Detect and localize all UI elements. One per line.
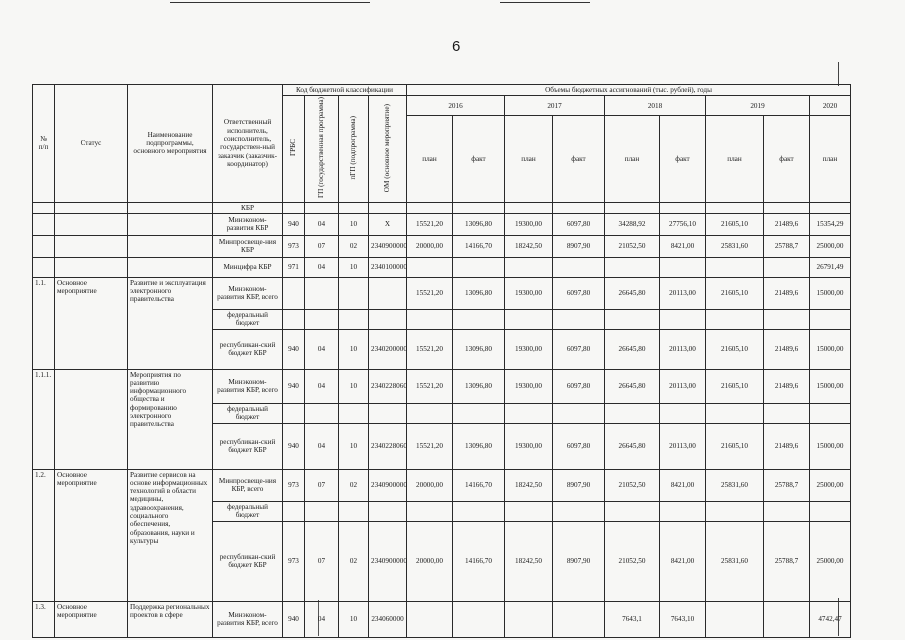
cell-pgp: 10	[339, 423, 369, 469]
cell-no	[33, 257, 55, 277]
year-2020: 2020	[810, 96, 851, 116]
cell-value: 13096,80	[453, 277, 505, 309]
cell-value: 20000,00	[407, 235, 453, 257]
cell-status	[55, 213, 128, 235]
cell-value	[764, 257, 810, 277]
cell-pgp: 02	[339, 469, 369, 501]
cell-executor: Минцифра КБР	[213, 257, 283, 277]
cell-gp	[305, 403, 339, 423]
cell-value: 13096,80	[453, 213, 505, 235]
header-status: Статус	[55, 85, 128, 203]
cell-value	[605, 202, 660, 213]
cell-value: 15354,29	[810, 213, 851, 235]
cell-value	[764, 601, 810, 637]
cell-executor: федеральный бюджет	[213, 403, 283, 423]
cell-value	[764, 202, 810, 213]
cell-value: 25000,00	[810, 521, 851, 601]
header-budget-code: Код бюджетной классификации	[283, 85, 407, 96]
cell-executor: федеральный бюджет	[213, 501, 283, 521]
cell-grbs: 940	[283, 329, 305, 369]
cell-executor: Минэконом-развития КБР, всего	[213, 369, 283, 403]
year-2016: 2016	[407, 96, 505, 116]
cell-value	[553, 309, 605, 329]
cell-value: 6097,80	[553, 369, 605, 403]
scan-mark	[838, 62, 839, 86]
year-2019: 2019	[706, 96, 810, 116]
cell-value: 19300,00	[505, 423, 553, 469]
cell-value: 15000,00	[810, 369, 851, 403]
cell-value: 21489,6	[764, 423, 810, 469]
cell-om: 2340228060	[369, 423, 407, 469]
header-fact: факт	[553, 116, 605, 202]
cell-value: 15521,20	[407, 213, 453, 235]
cell-value: 13096,80	[453, 329, 505, 369]
cell-value: 18242,50	[505, 469, 553, 501]
cell-no: 1.3.	[33, 601, 55, 637]
page-number: 6	[452, 38, 461, 55]
cell-grbs: 973	[283, 469, 305, 501]
cell-value: 25831,60	[706, 521, 764, 601]
cell-value: 21052,50	[605, 469, 660, 501]
cell-value	[810, 403, 851, 423]
cell-executor: федеральный бюджет	[213, 309, 283, 329]
cell-value: 15521,20	[407, 277, 453, 309]
cell-executor: республикан-ский бюджет КБР	[213, 521, 283, 601]
cell-value: 25831,60	[706, 469, 764, 501]
cell-name	[128, 257, 213, 277]
cell-value: 26645,80	[605, 423, 660, 469]
cell-executor: Минэконом-развития КБР	[213, 213, 283, 235]
cell-name	[128, 202, 213, 213]
cell-value: 26645,80	[605, 329, 660, 369]
header-plan: план	[407, 116, 453, 202]
cell-value: 25000,00	[810, 235, 851, 257]
cell-status: Основное мероприятие	[55, 601, 128, 637]
cell-grbs	[283, 309, 305, 329]
cell-no: 1.1.	[33, 277, 55, 369]
cell-om	[369, 403, 407, 423]
cell-value	[505, 601, 553, 637]
cell-value	[407, 601, 453, 637]
cell-value	[553, 403, 605, 423]
cell-value: 20113,00	[660, 329, 706, 369]
cell-grbs: 973	[283, 521, 305, 601]
cell-gp: 04	[305, 423, 339, 469]
cell-value: 21605,10	[706, 329, 764, 369]
cell-no	[33, 213, 55, 235]
cell-value	[453, 601, 505, 637]
cell-value: 14166,70	[453, 235, 505, 257]
cell-value: 27756,10	[660, 213, 706, 235]
header-plan: план	[605, 116, 660, 202]
cell-value	[505, 403, 553, 423]
cell-value	[660, 403, 706, 423]
cell-name: Развитие и эксплуатация электронного правительства	[128, 277, 213, 369]
cell-pgp: 02	[339, 235, 369, 257]
cell-gp	[305, 501, 339, 521]
cell-value: 21605,10	[706, 369, 764, 403]
cell-executor: республикан-ский бюджет КБР	[213, 423, 283, 469]
cell-no	[33, 235, 55, 257]
header-fact: факт	[660, 116, 706, 202]
cell-pgp: 10	[339, 601, 369, 637]
cell-value: 20113,00	[660, 277, 706, 309]
cell-value	[605, 501, 660, 521]
cell-pgp	[339, 309, 369, 329]
cell-status: Основное мероприятие	[55, 469, 128, 601]
header-plan: план	[505, 116, 553, 202]
cell-value: 8421,00	[660, 235, 706, 257]
cell-value	[453, 257, 505, 277]
cell-value: 13096,80	[453, 423, 505, 469]
cell-executor: Минпросвеще-ния КБР	[213, 235, 283, 257]
cell-value: 21489,6	[764, 329, 810, 369]
cell-grbs	[283, 202, 305, 213]
cell-status	[55, 202, 128, 213]
cell-om: 2340900000	[369, 469, 407, 501]
cell-no: 1.1.1.	[33, 369, 55, 469]
cell-om: 234060000	[369, 601, 407, 637]
cell-value	[407, 202, 453, 213]
cell-value: 6097,80	[553, 329, 605, 369]
cell-value: 18242,50	[505, 521, 553, 601]
cell-name: Поддержка региональных проектов в сфере	[128, 601, 213, 637]
cell-value	[407, 403, 453, 423]
cell-executor: Минэконом-развития КБР, всего	[213, 601, 283, 637]
cell-gp	[305, 309, 339, 329]
cell-value	[660, 202, 706, 213]
header-plan: план	[810, 116, 851, 202]
cell-value	[505, 257, 553, 277]
cell-value	[706, 257, 764, 277]
cell-value: 21605,10	[706, 423, 764, 469]
cell-pgp: 10	[339, 329, 369, 369]
cell-executor: республикан-ский бюджет КБР	[213, 329, 283, 369]
cell-value: 14166,70	[453, 469, 505, 501]
cell-value: 19300,00	[505, 277, 553, 309]
cell-value: 21052,50	[605, 521, 660, 601]
scan-line	[500, 2, 590, 3]
cell-value: 8907,90	[553, 469, 605, 501]
cell-om: 2340100000	[369, 257, 407, 277]
header-volumes: Объемы бюджетных ассигнований (тыс. рублей), годы	[407, 85, 851, 96]
cell-value: 21605,10	[706, 277, 764, 309]
cell-grbs: 971	[283, 257, 305, 277]
cell-status	[55, 257, 128, 277]
cell-value: 21489,6	[764, 213, 810, 235]
cell-value	[660, 257, 706, 277]
cell-grbs: 940	[283, 423, 305, 469]
cell-value	[605, 309, 660, 329]
cell-value: 8421,00	[660, 469, 706, 501]
cell-value	[553, 501, 605, 521]
cell-gp: 04	[305, 369, 339, 403]
cell-value	[553, 202, 605, 213]
cell-value: 19300,00	[505, 213, 553, 235]
cell-value	[407, 257, 453, 277]
cell-value: 21489,6	[764, 277, 810, 309]
cell-executor: Минэконом-развития КБР, всего	[213, 277, 283, 309]
cell-name: Мероприятия по развитию информационного общества и формированию электронного правительства	[128, 369, 213, 469]
cell-gp: 04	[305, 329, 339, 369]
header-fact: факт	[764, 116, 810, 202]
cell-value: 15521,20	[407, 369, 453, 403]
cell-value	[605, 403, 660, 423]
cell-value: 25788,7	[764, 521, 810, 601]
cell-value	[505, 309, 553, 329]
cell-value: 21605,10	[706, 213, 764, 235]
cell-value	[453, 202, 505, 213]
cell-pgp	[339, 277, 369, 309]
cell-value: 15521,20	[407, 423, 453, 469]
cell-value: 25831,60	[706, 235, 764, 257]
cell-value	[553, 601, 605, 637]
cell-value	[605, 257, 660, 277]
cell-value: 26791,49	[810, 257, 851, 277]
cell-value: 8421,00	[660, 521, 706, 601]
cell-value: 15000,00	[810, 329, 851, 369]
cell-value: 8907,90	[553, 235, 605, 257]
cell-value: 15000,00	[810, 423, 851, 469]
header-executor: Ответственный исполнитель, соисполнитель, государствен-ный заказчик (заказчик-координатор)	[213, 85, 283, 203]
cell-value: 20113,00	[660, 423, 706, 469]
cell-om: 2340228060	[369, 369, 407, 403]
cell-om: X	[369, 213, 407, 235]
cell-value: 25788,7	[764, 235, 810, 257]
cell-pgp: 10	[339, 369, 369, 403]
cell-value: 34288,92	[605, 213, 660, 235]
cell-value: 25788,7	[764, 469, 810, 501]
cell-gp: 04	[305, 257, 339, 277]
cell-value	[407, 501, 453, 521]
cell-value: 25000,00	[810, 469, 851, 501]
cell-status	[55, 235, 128, 257]
cell-value	[505, 202, 553, 213]
cell-value	[810, 501, 851, 521]
cell-value: 20000,00	[407, 521, 453, 601]
cell-value	[810, 202, 851, 213]
cell-pgp: 10	[339, 213, 369, 235]
cell-value: 6097,80	[553, 423, 605, 469]
cell-value: 26645,80	[605, 277, 660, 309]
cell-value: 21052,50	[605, 235, 660, 257]
year-2017: 2017	[505, 96, 605, 116]
cell-gp	[305, 277, 339, 309]
cell-grbs	[283, 403, 305, 423]
cell-value	[453, 501, 505, 521]
cell-value: 4742,47	[810, 601, 851, 637]
cell-pgp	[339, 403, 369, 423]
cell-value	[660, 309, 706, 329]
cell-executor: КБР	[213, 202, 283, 213]
cell-pgp: 02	[339, 521, 369, 601]
cell-om: 2340900000	[369, 521, 407, 601]
cell-value: 7643,10	[660, 601, 706, 637]
cell-gp: 07	[305, 469, 339, 501]
cell-gp: 07	[305, 521, 339, 601]
cell-value: 7643,1	[605, 601, 660, 637]
cell-value	[706, 403, 764, 423]
cell-executor: Минпросвеще-ния КБР, всего	[213, 469, 283, 501]
cell-status: Основное мероприятие	[55, 277, 128, 369]
cell-value: 14166,70	[453, 521, 505, 601]
cell-om	[369, 309, 407, 329]
cell-grbs	[283, 277, 305, 309]
cell-value	[764, 501, 810, 521]
cell-status	[55, 369, 128, 469]
cell-value	[407, 309, 453, 329]
cell-om: 2340200000	[369, 329, 407, 369]
year-2018: 2018	[605, 96, 706, 116]
cell-value: 26645,80	[605, 369, 660, 403]
cell-gp: 04	[305, 213, 339, 235]
cell-value: 20113,00	[660, 369, 706, 403]
cell-grbs: 973	[283, 235, 305, 257]
cell-gp: 07	[305, 235, 339, 257]
cell-value: 6097,80	[553, 277, 605, 309]
cell-om	[369, 277, 407, 309]
cell-pgp	[339, 202, 369, 213]
cell-name	[128, 213, 213, 235]
cell-pgp	[339, 501, 369, 521]
header-no: № п/п	[33, 85, 55, 203]
cell-value	[505, 501, 553, 521]
cell-value: 21489,6	[764, 369, 810, 403]
header-gp: ГП (государственная программа)	[305, 96, 339, 202]
cell-value: 18242,50	[505, 235, 553, 257]
cell-value: 13096,80	[453, 369, 505, 403]
cell-om	[369, 202, 407, 213]
header-pgp: пГП (подпрограмма)	[339, 96, 369, 202]
cell-value	[810, 309, 851, 329]
cell-value	[764, 309, 810, 329]
cell-value: 8907,90	[553, 521, 605, 601]
cell-value: 20000,00	[407, 469, 453, 501]
header-fact: факт	[453, 116, 505, 202]
budget-table	[32, 84, 851, 638]
header-name: Наименование подпрограммы, основного мероприятия	[128, 85, 213, 203]
cell-value	[453, 403, 505, 423]
header-plan: план	[706, 116, 764, 202]
cell-value	[553, 257, 605, 277]
cell-grbs: 940	[283, 213, 305, 235]
cell-om	[369, 501, 407, 521]
cell-grbs	[283, 501, 305, 521]
cell-grbs: 940	[283, 601, 305, 637]
cell-value: 15000,00	[810, 277, 851, 309]
cell-value: 6097,80	[553, 213, 605, 235]
cell-no	[33, 202, 55, 213]
cell-value	[706, 202, 764, 213]
cell-no: 1.2.	[33, 469, 55, 601]
cell-value	[706, 309, 764, 329]
cell-grbs: 940	[283, 369, 305, 403]
scan-line	[170, 2, 370, 3]
cell-value: 15521,20	[407, 329, 453, 369]
cell-value	[660, 501, 706, 521]
cell-value	[706, 601, 764, 637]
cell-gp: 04	[305, 601, 339, 637]
cell-value	[706, 501, 764, 521]
cell-pgp: 10	[339, 257, 369, 277]
cell-gp	[305, 202, 339, 213]
header-om: ОМ (основное мероприятие)	[369, 96, 407, 202]
cell-om: 2340900000	[369, 235, 407, 257]
cell-value: 19300,00	[505, 369, 553, 403]
cell-name: Развитие сервисов на основе информационных технологий в области медицины, здравоохранения, социального обеспечения, образования, науки и культуры	[128, 469, 213, 601]
cell-value: 19300,00	[505, 329, 553, 369]
cell-name	[128, 235, 213, 257]
header-grbs: ГРБС	[283, 96, 305, 202]
cell-value	[764, 403, 810, 423]
cell-value	[453, 309, 505, 329]
